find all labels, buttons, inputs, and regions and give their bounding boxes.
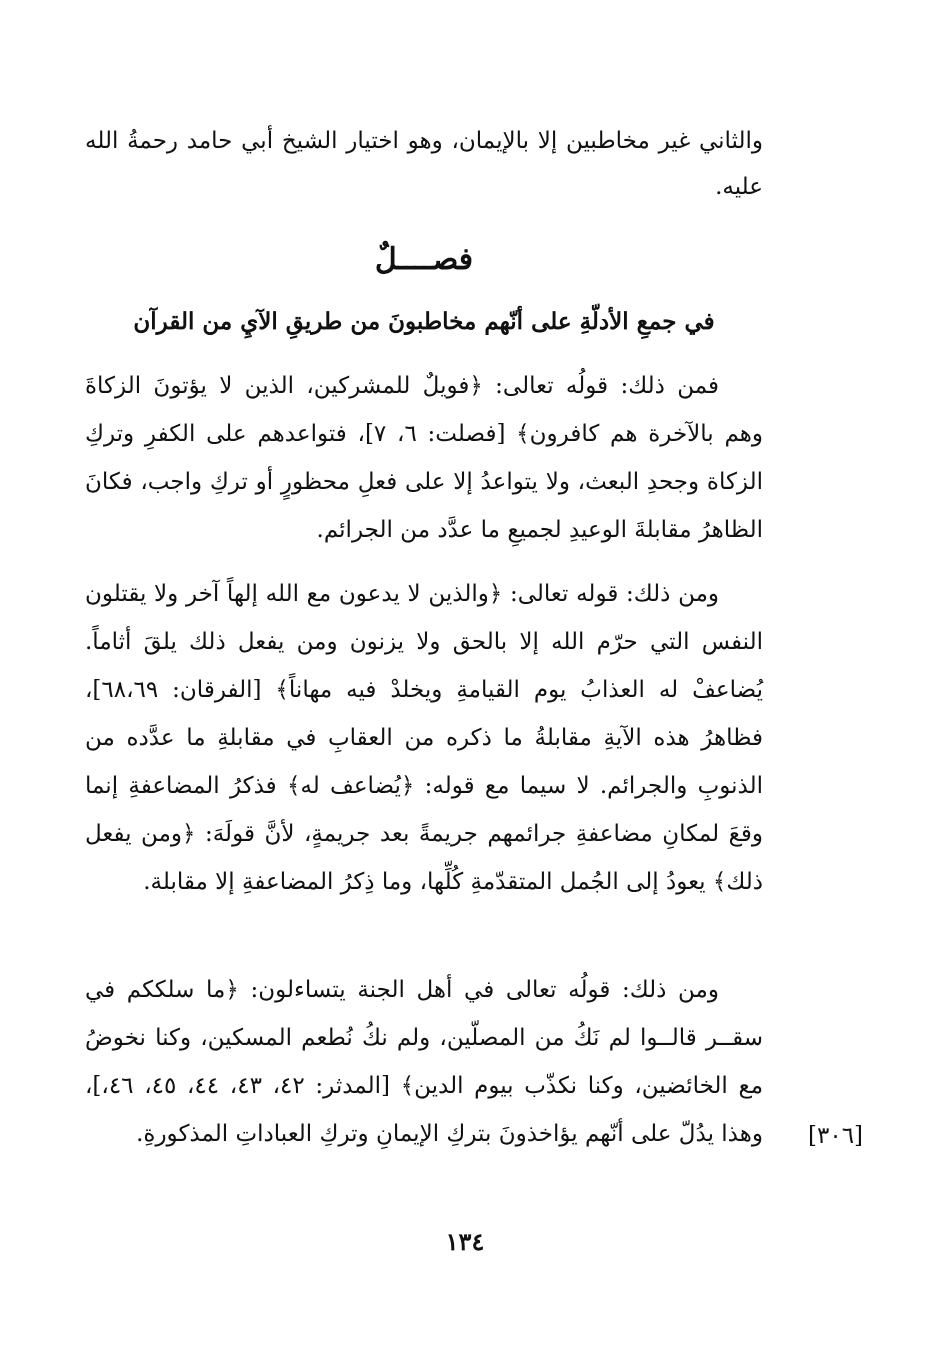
section-subtitle: في جمعِ الأدلّةِ على أنّهم مخاطبونَ من طريقِ الآيِ من القرآن [133,308,715,335]
margin-reference: [٣٠٦] [808,1123,864,1149]
intro-paragraph: والثاني غير مخاطبين إلا بالإيمان، وهو اختيار الشيخ أبي حامد رحمةُ الله عليه. [85,128,763,200]
section-heading: فصــــلٌ [374,242,474,277]
paragraph-3: ومن ذلك: قولُه تعالى في أهل الجنة يتساءلون: ﴿ما سلككم في سقــر قالــوا لم نَكُ من المصلّين، ولم نكُ نُطعم المسكين، وكنا نخوضُ مع الخائضين، وكنا نكذّب بيوم الدين﴾ [المدثر: ٤٢، ٤٣، ٤٤، ٤٥، ٤٦،]، وهذا يدُلّ على أنّهم يؤاخذونَ بتركِ الإيمانِ وتركِ العباداتِ المذكورةِ. [85,977,764,1147]
paragraph-1: فمن ذلك: قولُه تعالى: ﴿فويلٌ للمشركين، الذين لا يؤتونَ الزكاةَ وهم بالآخرة هم كافرون﴾ [فصلت: ٦، ٧]، فتواعدهم على الكفرِ وتركِ الزكاة وجحدِ البعث، ولا يتواعدُ إلا على فعلِ محظورٍ أو تركِ واجب، فكانَ الظاهرُ مقابلةَ الوعيدِ لجميعِ ما عدَّد من الجرائم. [85,373,763,543]
page-number: ١٣٤ [445,1227,485,1256]
paragraph-2: ومن ذلك: قوله تعالى: ﴿والذين لا يدعون مع الله إلهاً آخر ولا يقتلون النفس التي حرّم الله إلا بالحق ولا يزنون ومن يفعل ذلك يلقَ أثاماً. يُضاعفْ له العذابُ يوم القيامةِ ويخلدْ فيه مهاناً﴾ [الفرقان: ٦٨،٦٩]، فظاهرُ هذه الآيةِ مقابلةُ ما ذكره من العقابِ في مقابلةِ ما عدَّده من الذنوبِ والجرائم. لا سيما مع قوله: ﴿يُضاعف له﴾ فذكرُ المضاعفةِ إنما وقعَ لمكانِ مضاعفةِ جرائمهم جريمةً بعد جريمةٍ، لأنَّ قولَهَ: ﴿ومن يفعل ذلك﴾ يعودُ إلى الجُمل المتقدّمةِ كُلِّها، وما ذِكرُ المضاعفةِ إلا مقابلة. [85,581,763,895]
